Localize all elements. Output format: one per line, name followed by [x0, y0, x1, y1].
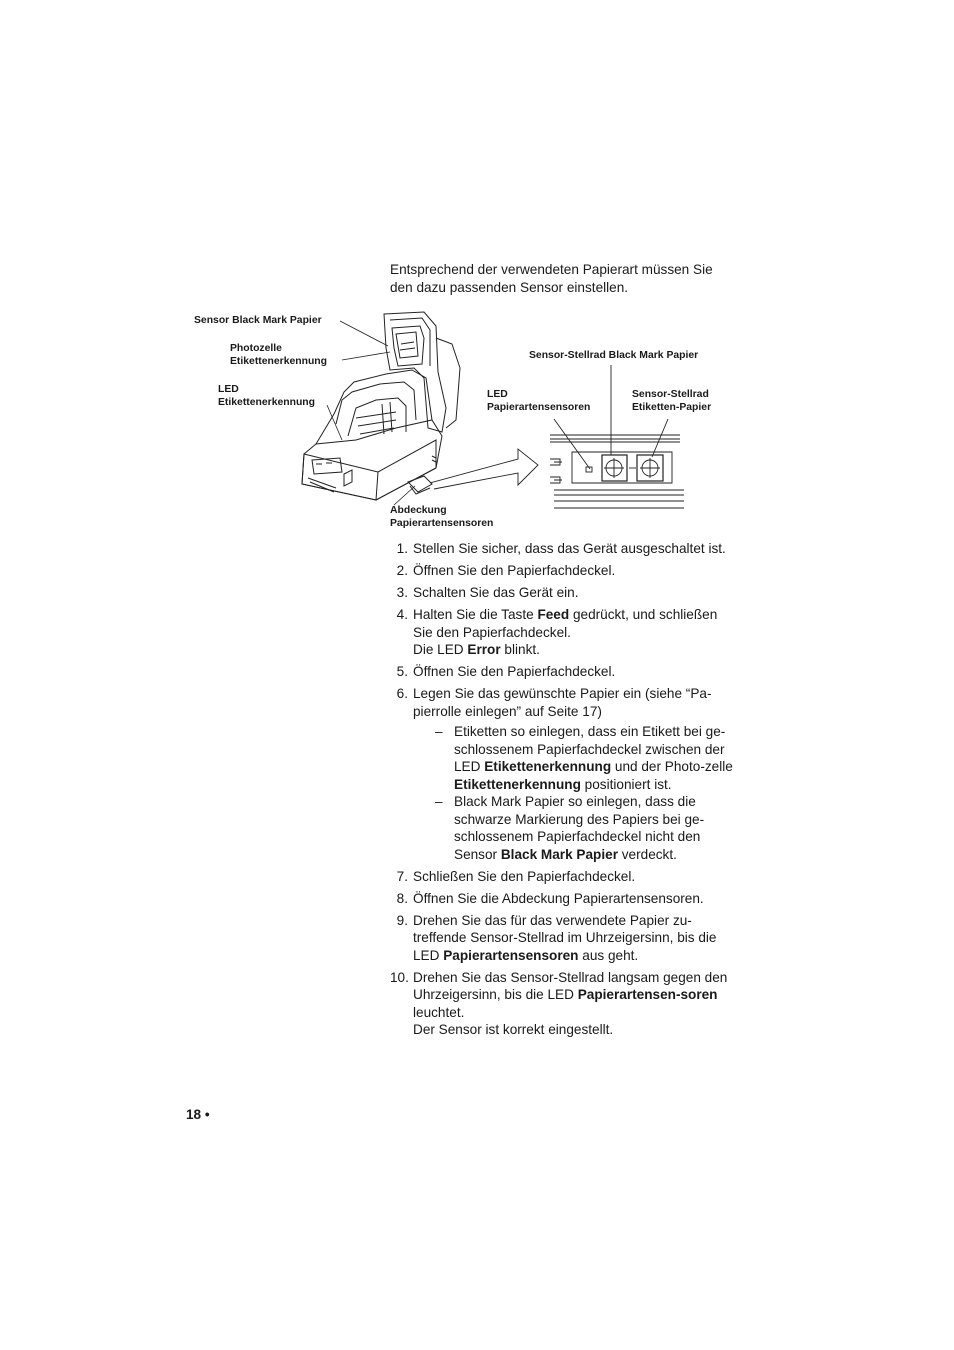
step-text: Öffnen Sie den Papierfachdeckel.	[413, 563, 616, 578]
step-number: 6.	[396, 686, 408, 701]
step-7	[390, 868, 735, 886]
step-number: 5.	[396, 664, 408, 679]
label-abdeckung-line1: Abdeckung	[390, 505, 447, 516]
step-number: 1.	[396, 541, 408, 556]
sensor-detail-illustration	[540, 355, 690, 520]
label-stellrad-etiketten-line2: Etiketten-Papier	[632, 402, 712, 413]
step-number: 8.	[396, 890, 408, 906]
step-note: Die LED Error blinkt.	[413, 642, 540, 657]
label-photozelle-line2: Etikettenerkennung	[230, 356, 327, 367]
label-led-papierart-line1: LED	[487, 389, 508, 400]
label-photozelle	[230, 342, 327, 368]
step-10	[390, 969, 735, 1039]
step-text: Halten Sie die Taste Feed gedrückt, und schließen Sie den Papierfachdeckel.	[413, 607, 718, 640]
step-text: Öffnen Sie den Papierfachdeckel.	[413, 664, 616, 679]
label-sensor-black-mark: Sensor Black Mark Papier	[194, 315, 322, 326]
page-number: 18 •	[186, 1107, 210, 1122]
dash-marker: –	[435, 794, 443, 809]
step-6	[390, 685, 735, 863]
instruction-list	[390, 540, 735, 1043]
label-led-etikett-line1: LED	[218, 384, 239, 395]
step-number: 9.	[396, 912, 408, 928]
step-5	[390, 663, 735, 681]
step-text: Drehen Sie das für das verwendete Papier zu-treffende Sensor-Stellrad im Uhrzeigersinn, bis die LED Papierartensensoren aus geht.	[413, 912, 717, 963]
step-number: 2.	[396, 563, 408, 578]
step-4	[390, 606, 735, 659]
step-number: 3.	[396, 585, 408, 600]
step-text: Schließen Sie den Papierfachdeckel.	[413, 868, 636, 884]
step-3	[390, 584, 735, 602]
arrow-icon	[430, 445, 540, 495]
step-number: 4.	[396, 607, 408, 622]
label-abdeckung-line2: Papierartensensoren	[390, 518, 494, 529]
step-number: 7.	[396, 868, 408, 884]
label-led-papierartensensoren	[487, 388, 590, 414]
label-led-etikettenerkennung	[218, 383, 315, 409]
step-text: Schalten Sie das Gerät ein.	[413, 585, 579, 600]
label-photozelle-line1: Photozelle	[230, 343, 282, 354]
label-abdeckung	[390, 504, 493, 530]
label-stellrad-etiketten	[632, 388, 711, 414]
sub-item: – Etiketten so einlegen, dass ein Etikett bei ge-schlossenem Papierfachdeckel zwischen der LED Etikettenerkennung und der Photo-zelle Etikettenerkennung positioniert ist.	[435, 724, 733, 792]
step-note: Der Sensor ist korrekt eingestellt.	[413, 1022, 614, 1037]
step-6-sublist	[413, 723, 735, 863]
step-text: Stellen Sie sicher, dass das Gerät ausgeschaltet ist.	[413, 541, 726, 556]
step-text: Drehen Sie das Sensor-Stellrad langsam gegen den Uhrzeigersinn, bis die LED Papierartensen-soren leuchtet.	[413, 969, 728, 1020]
sub-item: – Black Mark Papier so einlegen, dass die schwarze Markierung des Papiers bei ge-schlossenem Papierfachdeckel nicht den Sensor Black Mark Papier verdeckt.	[435, 794, 705, 862]
intro-text: Entsprechend der verwendeten Papierart müssen Sie den dazu passenden Sensor einstellen.	[390, 262, 713, 295]
step-9	[390, 912, 735, 965]
dash-marker: –	[435, 724, 443, 739]
label-led-etikett-line2: Etikettenerkennung	[218, 397, 315, 408]
label-stellrad-etiketten-line1: Sensor-Stellrad	[632, 389, 709, 400]
step-1	[390, 540, 735, 558]
step-text: Legen Sie das gewünschte Papier ein (siehe “Pa-pierrolle einlegen” auf Seite 17)	[413, 686, 712, 719]
step-text: Öffnen Sie die Abdeckung Papierartensensoren.	[413, 890, 704, 906]
label-led-papierart-line2: Papierartensensoren	[487, 402, 591, 413]
step-number: 10.	[390, 969, 409, 985]
step-8	[390, 890, 735, 908]
label-stellrad-black-mark: Sensor-Stellrad Black Mark Papier	[529, 350, 699, 361]
step-2	[390, 562, 735, 580]
